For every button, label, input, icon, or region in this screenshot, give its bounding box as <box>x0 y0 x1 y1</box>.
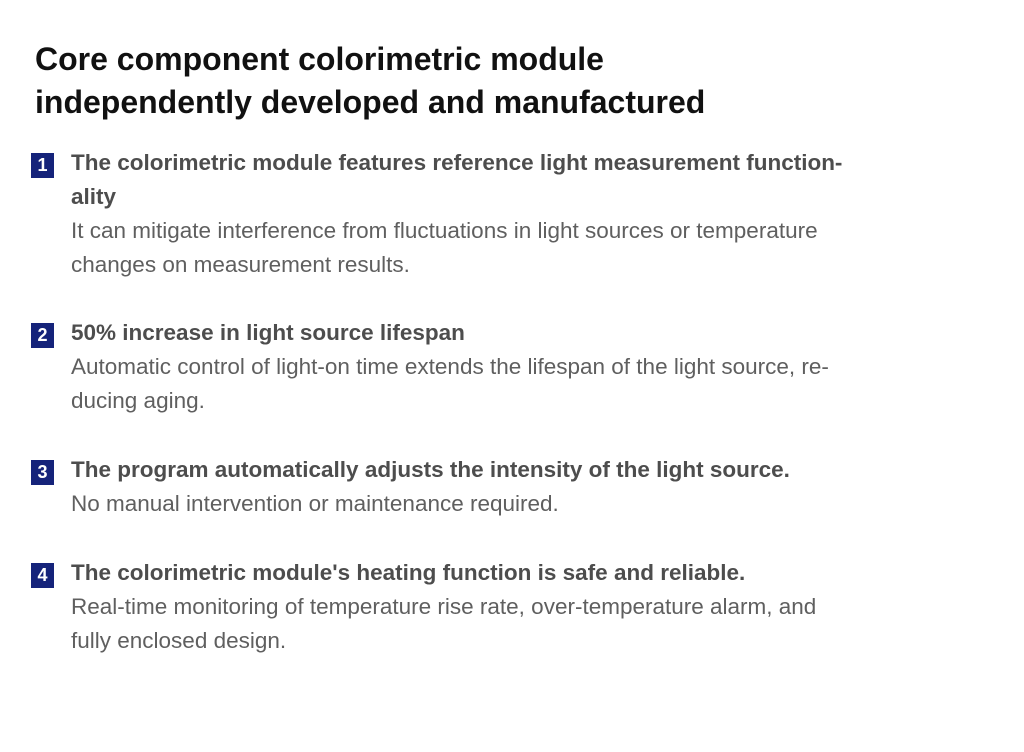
feature-heading-line: The program automatically adjusts the intensity of the light source. <box>71 457 790 482</box>
feature-description-line: Automatic control of light-on time extends the lifespan of the light source, re- <box>71 354 829 379</box>
number-badge: 3 <box>31 460 54 485</box>
feature-heading <box>71 146 959 214</box>
page-title-line: independently developed and manufactured <box>35 84 706 120</box>
feature-heading-line: The colorimetric module's heating function is safe and reliable. <box>71 560 746 585</box>
feature-heading <box>71 556 959 590</box>
feature-description-line: It can mitigate interference from fluctuations in light sources or temperature <box>71 218 818 243</box>
feature-description-line: ducing aging. <box>71 388 205 413</box>
feature-description <box>71 487 959 521</box>
feature-description-line: Real-time monitoring of temperature rise rate, over-temperature alarm, and <box>71 594 817 619</box>
number-badge: 2 <box>31 323 54 348</box>
feature-description <box>71 350 959 418</box>
feature-content <box>71 556 959 658</box>
number-badge: 4 <box>31 563 54 588</box>
feature-description-line: changes on measurement results. <box>71 252 410 277</box>
feature-content <box>71 316 959 418</box>
feature-description-line: fully enclosed design. <box>71 628 287 653</box>
feature-description <box>71 214 959 282</box>
feature-description-line: No manual intervention or maintenance required. <box>71 491 559 516</box>
feature-heading-line: 50% increase in light source lifespan <box>71 320 465 345</box>
feature-heading-line: The colorimetric module features reference light measurement function- <box>71 150 843 175</box>
feature-content <box>71 453 959 521</box>
number-badge: 1 <box>31 153 54 178</box>
feature-content <box>71 146 959 282</box>
feature-description <box>71 590 959 658</box>
feature-heading <box>71 453 959 487</box>
page-title <box>35 38 995 124</box>
feature-heading-line: ality <box>71 184 117 209</box>
page-title-line: Core component colorimetric module <box>35 41 604 77</box>
feature-heading <box>71 316 959 350</box>
